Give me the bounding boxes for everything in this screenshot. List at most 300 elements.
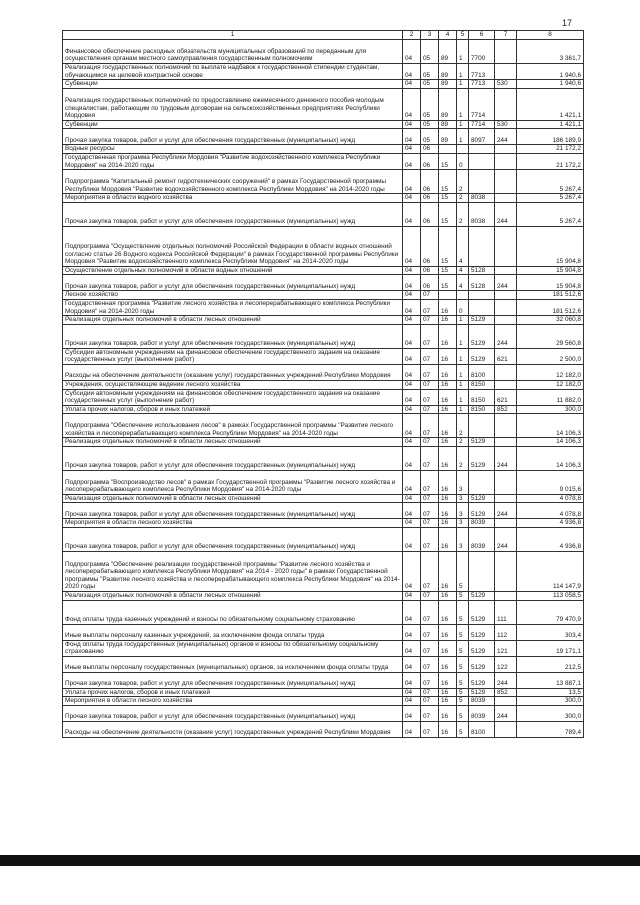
row-code-subprogram: 0 (457, 153, 469, 169)
row-code-subprogram: 3 (457, 494, 469, 503)
row-amount: 19 171,1 (517, 640, 584, 656)
row-name: Прочая закупка товаров, работ и услуг для обеспечения государственных (муниципальных) нужд (63, 129, 403, 145)
table-row (63, 656, 584, 672)
row-code-subprogram (457, 145, 469, 154)
row-code-subprogram: 1 (457, 316, 469, 325)
row-name: Реализация отдельных полномочий в области лесных отношений (63, 494, 403, 503)
row-code-type (495, 226, 517, 266)
table-row (63, 414, 584, 438)
row-code-program: 16 (439, 600, 457, 624)
table-row (63, 299, 584, 315)
row-name: Осуществление отдельных полномочий в области водных отношений (63, 266, 403, 275)
table-row (63, 446, 584, 470)
table-row (63, 194, 584, 203)
row-amount: 5 267,4 (517, 170, 584, 194)
row-code-target (469, 145, 495, 154)
row-code-subsection: 07 (421, 503, 439, 519)
row-name: Реализация отдельных полномочий в области лесных отношений (63, 316, 403, 325)
row-amount: 21 172,2 (517, 145, 584, 154)
row-name: Расходы на обеспечение деятельности (оказание услуг) государственных учреждений Республики Мордовия (63, 364, 403, 380)
row-code-program: 89 (439, 64, 457, 80)
row-code-subprogram: 3 (457, 503, 469, 519)
row-amount: 14 106,3 (517, 414, 584, 438)
row-name: Иные выплаты персоналу государственных (муниципальных) органов, за исключением фонда оплаты труда (63, 656, 403, 672)
row-name: Фонд оплаты труда казенных учреждений и взносы по обязательному социальному страхованию (63, 600, 403, 624)
row-code-section: 04 (403, 706, 421, 722)
table-row (63, 519, 584, 528)
row-code-subprogram: 1 (457, 80, 469, 89)
row-code-section: 04 (403, 64, 421, 80)
row-code-program: 15 (439, 202, 457, 226)
row-code-type: 244 (495, 503, 517, 519)
row-amount: 4 936,8 (517, 519, 584, 528)
row-code-type (495, 316, 517, 325)
row-name: Субвенции (63, 120, 403, 129)
row-code-subprogram: 5 (457, 722, 469, 738)
row-code-program: 16 (439, 640, 457, 656)
col-header: 2 (403, 31, 421, 40)
row-code-program: 16 (439, 446, 457, 470)
row-code-section: 04 (403, 600, 421, 624)
row-code-program (439, 145, 457, 154)
row-code-type (495, 170, 517, 194)
row-code-program: 89 (439, 120, 457, 129)
row-code-program: 16 (439, 364, 457, 380)
row-code-target: 5129 (469, 688, 495, 697)
row-code-subsection: 07 (421, 446, 439, 470)
row-name: Реализация государственных полномочий по предоставлению ежемесячного денежного пособия молодым специалистам, работающим по трудовым договорам на сельскохозяйственных предприятиях Республики Мордовия (63, 88, 403, 120)
row-code-subprogram: 2 (457, 170, 469, 194)
row-code-subprogram: 4 (457, 275, 469, 291)
row-amount: 13 887,1 (517, 672, 584, 688)
row-name: Реализация отдельных полномочий в области лесных отношений (63, 438, 403, 447)
row-code-target: 8038 (469, 194, 495, 203)
row-code-section: 04 (403, 364, 421, 380)
row-code-subsection: 06 (421, 275, 439, 291)
table-row (63, 405, 584, 414)
row-code-subsection: 05 (421, 129, 439, 145)
row-code-subsection: 07 (421, 348, 439, 364)
row-code-target: 5128 (469, 275, 495, 291)
row-code-target: 8150 (469, 405, 495, 414)
row-code-section: 04 (403, 120, 421, 129)
row-code-subsection: 07 (421, 291, 439, 300)
row-code-subsection: 06 (421, 145, 439, 154)
row-code-section: 04 (403, 494, 421, 503)
row-code-type: 244 (495, 202, 517, 226)
row-name: Мероприятия в области водного хозяйства (63, 194, 403, 203)
row-name: Субсидии автономным учреждениям на финансовое обеспечение государственного задания на оказание государственных услуг (выполнение работ) (63, 389, 403, 405)
row-amount: 113 058,5 (517, 592, 584, 601)
row-name: Прочая закупка товаров, работ и услуг для обеспечения государственных (муниципальных) нужд (63, 275, 403, 291)
col-header: 6 (469, 31, 495, 40)
row-amount: 32 060,8 (517, 316, 584, 325)
row-code-section: 04 (403, 405, 421, 414)
row-code-program: 16 (439, 528, 457, 552)
row-code-type (495, 414, 517, 438)
row-code-subprogram: 1 (457, 389, 469, 405)
row-amount: 11 882,0 (517, 389, 584, 405)
row-code-subprogram: 1 (457, 129, 469, 145)
row-name: Фонд оплаты труда государственных (муниципальных) органов и взносы по обязательному социальному страхованию (63, 640, 403, 656)
row-code-subprogram: 5 (457, 672, 469, 688)
row-code-type: 852 (495, 688, 517, 697)
table-row (63, 640, 584, 656)
row-name: Мероприятия в области лесного хозяйства (63, 519, 403, 528)
row-code-subprogram: 2 (457, 446, 469, 470)
row-code-type: 621 (495, 348, 517, 364)
row-name: Подпрограмма "Обеспечение реализации государственной программы "Развитие лесного хозяйства и лесоперерабатывающего комплекса Республики Мордовия" на 2014 - 2020 годы" в рамках Государственной программы "Развитие лесного хозяйства и лесоперерабатывающего комплекса Республики Мордовия" на 2014-2020 годы (63, 552, 403, 592)
row-code-program: 15 (439, 266, 457, 275)
row-code-subsection: 07 (421, 414, 439, 438)
row-code-section: 04 (403, 226, 421, 266)
row-code-target: 5129 (469, 640, 495, 656)
row-amount: 186 189,9 (517, 129, 584, 145)
row-code-target: 5129 (469, 348, 495, 364)
row-code-section: 04 (403, 519, 421, 528)
row-code-target: 7714 (469, 88, 495, 120)
table-row (63, 266, 584, 275)
row-code-type: 244 (495, 275, 517, 291)
row-code-subprogram: 5 (457, 552, 469, 592)
row-amount: 300,0 (517, 405, 584, 414)
row-code-program: 16 (439, 324, 457, 348)
table-row (63, 552, 584, 592)
row-code-program: 16 (439, 348, 457, 364)
row-code-section: 04 (403, 688, 421, 697)
row-name: Лесное хозяйство (63, 291, 403, 300)
row-code-type: 121 (495, 640, 517, 656)
table-row (63, 592, 584, 601)
row-code-type (495, 364, 517, 380)
col-header: 3 (421, 31, 439, 40)
row-code-subsection: 07 (421, 656, 439, 672)
row-code-section: 04 (403, 656, 421, 672)
row-code-subprogram: 1 (457, 40, 469, 64)
row-amount: 5 267,4 (517, 194, 584, 203)
row-code-section: 04 (403, 348, 421, 364)
table-row (63, 624, 584, 640)
row-code-subsection: 06 (421, 194, 439, 203)
row-code-program: 16 (439, 503, 457, 519)
row-code-subprogram: 1 (457, 324, 469, 348)
row-code-section: 04 (403, 145, 421, 154)
row-code-type: 530 (495, 120, 517, 129)
row-amount: 12 182,0 (517, 364, 584, 380)
row-code-target: 5129 (469, 503, 495, 519)
table-row (63, 226, 584, 266)
row-amount: 789,4 (517, 722, 584, 738)
row-name: Субвенции (63, 80, 403, 89)
row-code-type: 111 (495, 600, 517, 624)
table-row (63, 600, 584, 624)
row-code-section: 04 (403, 624, 421, 640)
row-code-subsection: 07 (421, 364, 439, 380)
row-name: Подпрограмма "Обеспечение использования лесов" в рамках Государственной программы "Развитие лесного хозяйства и лесоперерабатывающего комплекса Республики Мордовия" на 2014-2020 годы (63, 414, 403, 438)
page-number: 17 (562, 18, 573, 28)
row-amount: 1 421,1 (517, 120, 584, 129)
row-name: Прочая закупка товаров, работ и услуг для обеспечения государственных (муниципальных) нужд (63, 672, 403, 688)
row-code-type (495, 88, 517, 120)
row-code-target (469, 299, 495, 315)
row-code-section: 04 (403, 446, 421, 470)
row-code-subprogram: 2 (457, 414, 469, 438)
row-amount: 15 904,8 (517, 226, 584, 266)
row-code-section: 04 (403, 640, 421, 656)
row-code-subsection: 06 (421, 226, 439, 266)
row-code-subsection: 07 (421, 438, 439, 447)
table-row (63, 145, 584, 154)
table-row (63, 40, 584, 64)
row-code-subprogram: 1 (457, 380, 469, 389)
table-row (63, 120, 584, 129)
col-header: 1 (63, 31, 403, 40)
row-code-section: 04 (403, 299, 421, 315)
row-code-subprogram: 5 (457, 624, 469, 640)
row-code-subsection: 07 (421, 405, 439, 414)
row-code-program: 16 (439, 405, 457, 414)
row-code-subprogram: 3 (457, 519, 469, 528)
row-code-subsection: 07 (421, 389, 439, 405)
row-code-section: 04 (403, 552, 421, 592)
row-amount: 181 512,6 (517, 299, 584, 315)
row-code-subprogram: 4 (457, 226, 469, 266)
row-code-type (495, 153, 517, 169)
table-row (63, 64, 584, 80)
row-code-target (469, 226, 495, 266)
table-row (63, 672, 584, 688)
row-code-subsection: 06 (421, 170, 439, 194)
table-row (63, 706, 584, 722)
row-code-target (469, 470, 495, 494)
row-code-target: 7700 (469, 40, 495, 64)
row-amount: 4 078,8 (517, 494, 584, 503)
row-amount: 15 904,8 (517, 275, 584, 291)
table-row (63, 291, 584, 300)
row-code-target: 5129 (469, 446, 495, 470)
row-code-program: 16 (439, 672, 457, 688)
row-code-type (495, 722, 517, 738)
table-row (63, 80, 584, 89)
row-code-program: 16 (439, 688, 457, 697)
row-code-program: 16 (439, 624, 457, 640)
row-name: Подпрограмма "Капитальный ремонт гидротехнических сооружений" в рамках Государственной программы Республики Мордовия "Развитие водохозяйственного комплекса Республики Мордовия" на 2014-2020 годы (63, 170, 403, 194)
row-code-section: 04 (403, 389, 421, 405)
row-name: Прочая закупка товаров, работ и услуг для обеспечения государственных (муниципальных) нужд (63, 706, 403, 722)
row-code-target: 8039 (469, 697, 495, 706)
row-name: Мероприятия в области лесного хозяйства (63, 697, 403, 706)
row-code-target: 5128 (469, 266, 495, 275)
row-code-program: 15 (439, 153, 457, 169)
row-amount: 114 147,9 (517, 552, 584, 592)
row-name: Финансовое обеспечение расходных обязательств муниципальных образований по переданным для осуществления органам местного самоуправления государственным полномочиям (63, 40, 403, 64)
row-amount: 9 015,6 (517, 470, 584, 494)
row-code-program: 16 (439, 494, 457, 503)
row-code-type (495, 438, 517, 447)
row-amount: 21 172,2 (517, 153, 584, 169)
row-code-subprogram: 3 (457, 470, 469, 494)
row-name: Подпрограмма "Воспроизводство лесов" в рамках Государственной программы "Развитие лесного хозяйства и лесоперерабатывающего комплекса Республики Мордовия" на 2014-2020 годы (63, 470, 403, 494)
row-amount: 212,5 (517, 656, 584, 672)
row-code-program: 15 (439, 275, 457, 291)
row-name: Подпрограмма "Осуществление отдельных полномочий Российской Федерации в области водных отношений согласно статье 26 Водного кодекса Российской Федерации" в рамках Государственной программы Республики Мордовия "Развитие водохозяйственного комплекса Республики Мордовия" на 2014-2020 годы (63, 226, 403, 266)
row-code-type (495, 266, 517, 275)
row-name: Субсидии автономным учреждениям на финансовое обеспечение государственного задания на оказание государственных услуг (выполнение работ) (63, 348, 403, 364)
row-code-subprogram: 1 (457, 120, 469, 129)
row-code-subsection: 07 (421, 494, 439, 503)
row-code-type (495, 291, 517, 300)
row-code-program: 16 (439, 316, 457, 325)
table-row (63, 697, 584, 706)
row-name: Расходы на обеспечение деятельности (оказание услуг) государственных учреждений Республики Мордовия (63, 722, 403, 738)
row-code-subsection: 05 (421, 120, 439, 129)
row-code-program: 16 (439, 722, 457, 738)
row-code-section: 04 (403, 672, 421, 688)
row-code-target: 5129 (469, 624, 495, 640)
row-code-section: 04 (403, 129, 421, 145)
row-code-type (495, 145, 517, 154)
row-code-program: 15 (439, 170, 457, 194)
row-code-subprogram: 1 (457, 348, 469, 364)
row-code-subprogram: 1 (457, 88, 469, 120)
row-code-subsection: 05 (421, 40, 439, 64)
row-code-target: 8150 (469, 389, 495, 405)
row-code-subsection: 07 (421, 519, 439, 528)
row-code-type (495, 697, 517, 706)
row-code-program: 16 (439, 438, 457, 447)
row-code-subsection: 07 (421, 299, 439, 315)
row-code-subprogram (457, 291, 469, 300)
table-row (63, 348, 584, 364)
row-code-target: 5129 (469, 324, 495, 348)
row-name: Государственная программа "Развитие лесного хозяйства и лесоперерабатывающего комплекса Республики Мордовия" на 2014-2020 годы (63, 299, 403, 315)
scan-edge-bar (0, 855, 640, 866)
row-amount: 14 106,3 (517, 438, 584, 447)
row-code-subprogram: 0 (457, 299, 469, 315)
row-code-subprogram: 2 (457, 202, 469, 226)
row-code-section: 04 (403, 266, 421, 275)
row-code-program: 89 (439, 88, 457, 120)
budget-table (62, 30, 584, 738)
table-row (63, 470, 584, 494)
row-code-subsection: 07 (421, 706, 439, 722)
row-code-program: 16 (439, 299, 457, 315)
row-code-type: 244 (495, 706, 517, 722)
row-code-subprogram: 2 (457, 194, 469, 203)
row-code-type (495, 64, 517, 80)
row-code-type: 244 (495, 672, 517, 688)
row-code-program: 89 (439, 129, 457, 145)
row-code-section: 04 (403, 414, 421, 438)
row-amount: 79 470,9 (517, 600, 584, 624)
row-code-program: 89 (439, 80, 457, 89)
row-code-section: 04 (403, 88, 421, 120)
row-name: Реализация отдельных полномочий в области лесных отношений (63, 592, 403, 601)
row-code-program: 16 (439, 389, 457, 405)
row-code-section: 04 (403, 722, 421, 738)
row-code-target: 5129 (469, 438, 495, 447)
row-code-target: 8100 (469, 364, 495, 380)
row-code-target (469, 414, 495, 438)
row-code-target: 5129 (469, 656, 495, 672)
row-code-subsection: 07 (421, 722, 439, 738)
row-code-program: 16 (439, 519, 457, 528)
row-code-subsection: 05 (421, 64, 439, 80)
row-code-type (495, 552, 517, 592)
row-code-target: 5129 (469, 494, 495, 503)
row-name: Иные выплаты персоналу казенных учреждений, за исключением фонда оплаты труда (63, 624, 403, 640)
table-row (63, 129, 584, 145)
row-code-target: 8150 (469, 380, 495, 389)
row-code-subprogram: 5 (457, 656, 469, 672)
col-header: 5 (457, 31, 469, 40)
row-code-subprogram: 2 (457, 438, 469, 447)
row-code-target (469, 170, 495, 194)
row-code-subsection: 06 (421, 266, 439, 275)
row-code-subprogram: 5 (457, 640, 469, 656)
row-code-program: 16 (439, 414, 457, 438)
row-name: Прочая закупка товаров, работ и услуг для обеспечения государственных (муниципальных) нужд (63, 446, 403, 470)
col-header: 8 (517, 31, 584, 40)
row-code-subsection: 07 (421, 624, 439, 640)
table-row (63, 316, 584, 325)
row-code-type (495, 519, 517, 528)
row-code-type: 122 (495, 656, 517, 672)
row-code-subsection: 07 (421, 672, 439, 688)
row-code-type: 621 (495, 389, 517, 405)
row-code-target: 8039 (469, 528, 495, 552)
row-code-type: 852 (495, 405, 517, 414)
row-code-subsection: 07 (421, 552, 439, 592)
row-code-subsection: 07 (421, 600, 439, 624)
row-code-target: 8039 (469, 706, 495, 722)
row-name: Прочая закупка товаров, работ и услуг для обеспечения государственных (муниципальных) нужд (63, 202, 403, 226)
table-row (63, 438, 584, 447)
row-code-type (495, 470, 517, 494)
row-code-program: 16 (439, 380, 457, 389)
table-row (63, 494, 584, 503)
row-code-type (495, 380, 517, 389)
row-code-subprogram: 4 (457, 266, 469, 275)
row-code-target: 5129 (469, 600, 495, 624)
row-amount: 303,4 (517, 624, 584, 640)
row-code-section: 04 (403, 697, 421, 706)
row-amount: 5 267,4 (517, 202, 584, 226)
row-code-section: 04 (403, 592, 421, 601)
table-row (63, 170, 584, 194)
row-code-target: 7714 (469, 120, 495, 129)
row-code-section: 04 (403, 80, 421, 89)
row-code-target: 5129 (469, 592, 495, 601)
row-code-section: 04 (403, 324, 421, 348)
row-name: Государственная программа Республики Мордовия "Развитие водохозяйственного комплекса Республики Мордовия" на 2014-2020 годы (63, 153, 403, 169)
row-code-section: 04 (403, 153, 421, 169)
row-code-section: 04 (403, 528, 421, 552)
row-amount: 15 904,8 (517, 266, 584, 275)
row-code-subsection: 07 (421, 592, 439, 601)
row-code-subprogram: 5 (457, 600, 469, 624)
row-code-section: 04 (403, 170, 421, 194)
row-code-type (495, 592, 517, 601)
row-code-type (495, 494, 517, 503)
table-row (63, 503, 584, 519)
row-name: Прочая закупка товаров, работ и услуг для обеспечения государственных (муниципальных) нужд (63, 528, 403, 552)
row-code-target (469, 153, 495, 169)
row-code-type: 244 (495, 324, 517, 348)
row-code-type (495, 40, 517, 64)
row-amount: 181 512,6 (517, 291, 584, 300)
row-code-subprogram: 1 (457, 405, 469, 414)
